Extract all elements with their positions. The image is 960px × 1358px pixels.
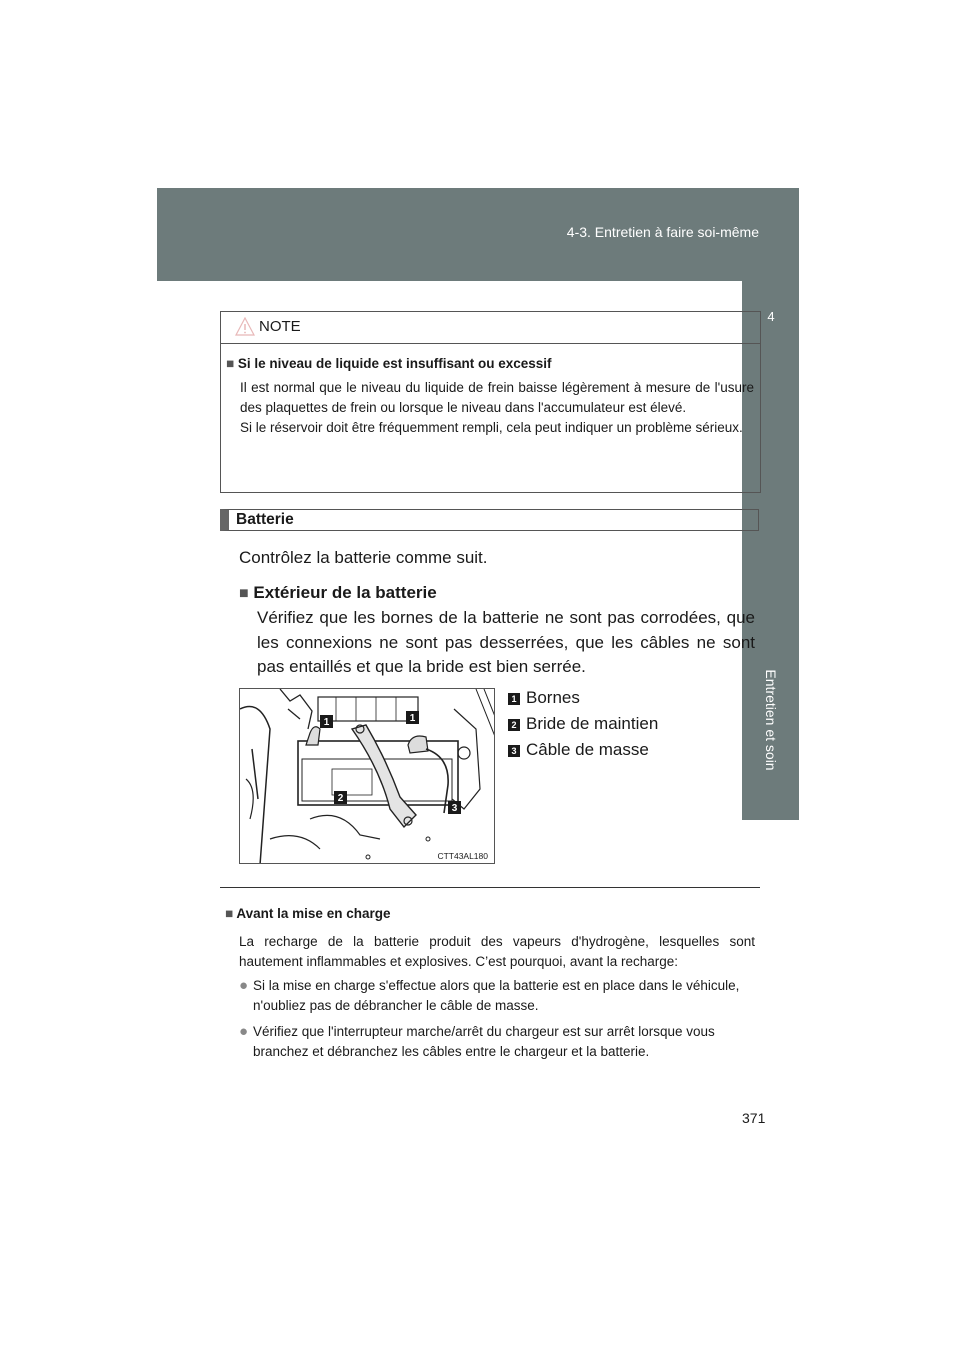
note-paragraph: Si le réservoir doit être fréquemment rempli, cela peut indiquer un problème sérieux. — [240, 419, 743, 435]
page-number: 371 — [742, 1110, 766, 1126]
note-box — [220, 311, 761, 493]
note-title-text: Si le niveau de liquide est insuffisant ou excessif — [237, 356, 552, 371]
section-heading: Batterie — [236, 511, 294, 528]
subheading-text: Extérieur de la batterie — [253, 583, 437, 602]
legend-number: 3 — [508, 745, 520, 757]
circle-bullet-icon: ● — [239, 1023, 249, 1040]
list-item — [239, 976, 755, 1016]
body-paragraph: Vérifiez que les bornes de la batterie ne sont pas corrodées, que les connexions ne sont pas desserrées, que les câbles ne sont pas entaillés et que la bride est bien serrée. — [257, 608, 755, 676]
legend-number: 2 — [508, 719, 520, 731]
square-bullet-icon: ■ — [226, 356, 235, 371]
section-heading-bar — [220, 509, 759, 531]
chapter-label: Entretien et soin — [763, 669, 779, 771]
legend-label: Câble de masse — [526, 740, 649, 759]
callout-number: 3 — [451, 803, 458, 814]
note-heading: NOTE — [259, 318, 301, 335]
section-divider — [220, 887, 760, 888]
circle-bullet-icon: ● — [239, 977, 249, 994]
section-title: 4-3. Entretien à faire soi-même — [566, 224, 759, 240]
callout-badge — [334, 791, 347, 804]
chapter-header — [157, 188, 799, 281]
callout-badge — [406, 711, 419, 724]
note-title — [226, 356, 552, 371]
intro-text: Contrôlez la batterie comme suit. — [239, 548, 488, 567]
info-title-text: Avant la mise en charge — [236, 906, 391, 921]
legend-number: 1 — [508, 693, 520, 705]
callout-number: 1 — [323, 717, 330, 728]
chapter-number: 4 — [767, 309, 775, 324]
callout-badge — [448, 801, 461, 814]
note-body — [240, 378, 754, 437]
list-item-text: Si la mise en charge s'effectue alors que la batterie est en place dans le véhicule, n'oubliez pas de débrancher le câble de masse. — [253, 978, 740, 1013]
info-text: La recharge de la batterie produit des vapeurs d'hydrogène, lesquelles sont hautement inflammables et explosives. C’est pourquoi, avant la recharge: — [239, 934, 755, 969]
battery-drawing — [240, 689, 495, 864]
callout-number: 2 — [337, 793, 344, 804]
square-bullet-icon: ■ — [225, 906, 234, 921]
square-bullet-icon: ■ — [239, 585, 249, 602]
note-header — [221, 312, 760, 344]
callout-number: 1 — [409, 713, 416, 724]
legend-item — [508, 740, 649, 760]
list-item-text: Vérifiez que l'interrupteur marche/arrêt du chargeur est sur arrêt lorsque vous branchez et débranchez les câbles entre le chargeur et la batterie. — [253, 1024, 715, 1059]
note-paragraph: Il est normal que le niveau du liquide de frein baisse légèrement à mesure de l'usure des plaquettes de frein ou lorsque le niveau dans l'accumulateur est élevé. — [240, 380, 754, 415]
subheading — [239, 583, 437, 603]
legend-label: Bornes — [526, 688, 580, 707]
legend-item — [508, 688, 580, 708]
legend-label: Bride de maintien — [526, 714, 659, 733]
info-title — [225, 906, 390, 921]
callout-badge — [320, 715, 333, 728]
legend-item — [508, 714, 658, 734]
figure-code: CTT43AL180 — [437, 851, 488, 861]
list-item — [239, 1022, 755, 1062]
warning-triangle-icon — [235, 317, 255, 337]
battery-illustration — [239, 688, 495, 864]
